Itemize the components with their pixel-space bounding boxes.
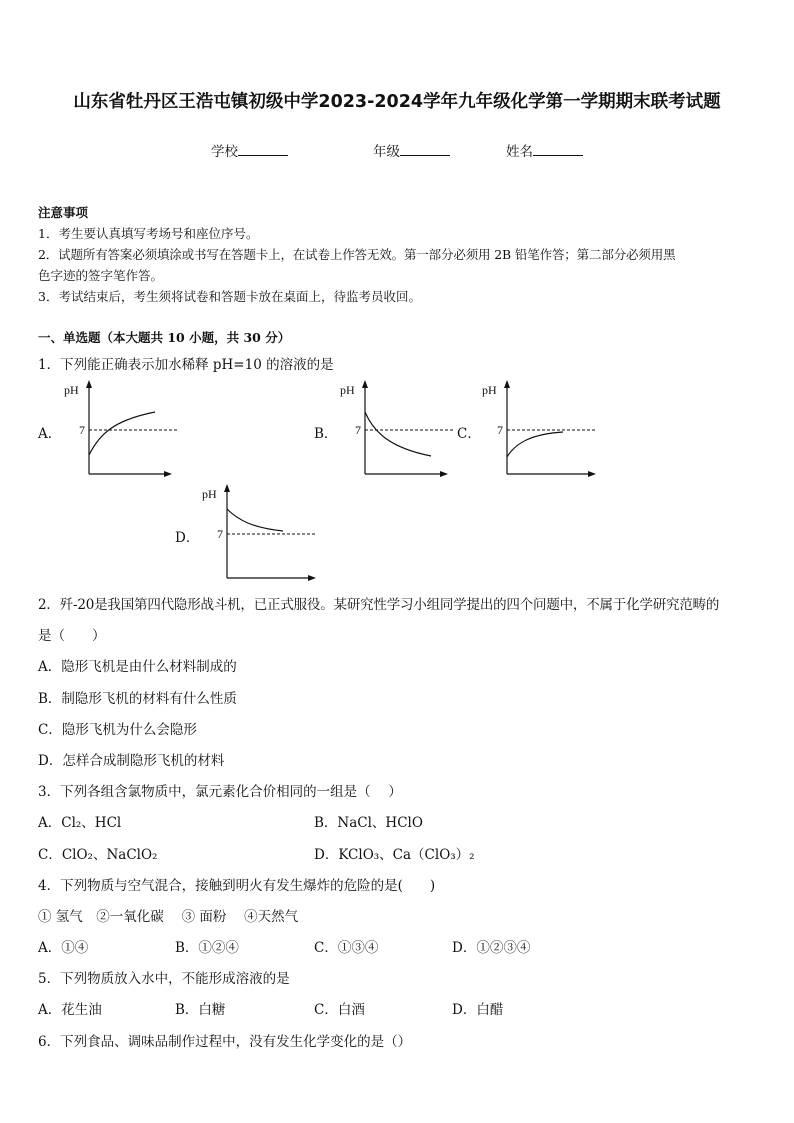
question-3-option-a: A．Cl₂、HCl [38, 815, 122, 831]
graph-c-y-arrow [504, 380, 510, 388]
graph-a [60, 378, 185, 478]
graph-a-axis-label: pH [64, 383, 79, 397]
graph-c-axis-label: pH [482, 383, 497, 397]
graph-b-y-arrow [362, 380, 368, 388]
question-3-stem: 3．下列各组含氯物质中，氯元素化合价相同的一组是（ ） [38, 784, 402, 800]
exam-title: 山东省牡丹区王浩屯镇初级中学2023-2024学年九年级化学第一学期期末联考试题 [73, 92, 721, 112]
notes-item: 2．试题所有答案必须填涂或书写在答题卡上，在试卷上作答无效。第一部分必须用 2B 铅笔作答；第二部分必须用黑 [38, 247, 676, 262]
question-4-stem: 4．下列物质与空气混合，接触到明火有发生爆炸的危险的是( ) [38, 878, 436, 894]
graph-a-ref-label: 7 [79, 423, 85, 437]
question-2-option: B．制隐形飞机的材料有什么性质 [38, 691, 237, 707]
question-3-option-b: B．NaCl、HClO [314, 815, 423, 831]
graph-d-x-arrow [308, 575, 316, 581]
graph-c-ref-label: 7 [497, 423, 503, 437]
name-blank [533, 144, 583, 156]
question-4-option-d: D．①②③④ [452, 940, 531, 956]
question-4-option-c: C．①③④ [314, 940, 379, 956]
school-label: 学校 [211, 144, 238, 160]
grade-blank [400, 144, 450, 156]
graph-b-x-arrow [440, 471, 448, 477]
notes-item: 3．考试结束后，考生须将试卷和答题卡放在桌面上，待监考员收回。 [38, 289, 421, 304]
question-2-option: D．怎样合成制隐形飞机的材料 [38, 753, 225, 769]
graph-b-curve [365, 412, 431, 456]
graph-d-curve [227, 509, 283, 531]
question-5-option-a: A．花生油 [38, 1002, 102, 1018]
graph-b-axis-label: pH [340, 383, 355, 397]
graph-b-ref-label: 7 [355, 423, 361, 437]
graph-c [478, 378, 603, 478]
question-3-option-d: D．KClO₃、Ca（ClO₃）₂ [314, 847, 475, 863]
option-b-label: B． [314, 426, 338, 442]
notes-item: 1．考生要认真填写考场号和座位序号。 [38, 226, 259, 241]
school-field [211, 140, 288, 160]
graph-d [198, 482, 323, 582]
graph-a-y-arrow [86, 380, 92, 388]
question-6-stem: 6．下列食品、调味品制作过程中，没有发生化学变化的是（） [38, 1034, 412, 1050]
graph-b [336, 378, 461, 478]
graph-d-ref-label: 7 [217, 527, 223, 541]
graph-d-y-arrow [224, 484, 230, 492]
graph-c-curve [507, 432, 563, 457]
question-2-stem: 2．歼-20是我国第四代隐形战斗机，已正式服役。某研究性学习小组同学提出的四个问题中，不属于化学研究范畴的 [38, 597, 720, 613]
grade-field [373, 140, 450, 160]
question-1-stem: 1．下列能正确表示加水稀释 pH=10 的溶液的是 [38, 357, 334, 373]
question-4-items: ① 氢气 ②一氧化碳 ③ 面粉 ④天然气 [38, 909, 299, 925]
question-5-stem: 5．下列物质放入水中，不能形成溶液的是 [38, 971, 290, 987]
notes-item: 色字迹的签字笔作答。 [38, 268, 164, 283]
notes-heading: 注意事项 [38, 205, 89, 220]
question-5-option-b: B．白糖 [175, 1002, 226, 1018]
question-4-option-b: B．①②④ [175, 940, 239, 956]
question-4-option-a: A．①④ [38, 940, 89, 956]
question-3-option-c: C．ClO₂、NaClO₂ [38, 847, 158, 863]
option-d-label: D． [175, 530, 200, 546]
graph-a-x-arrow [164, 471, 172, 477]
graph-a-curve [89, 412, 155, 455]
school-blank [238, 144, 288, 156]
graph-d-axis-label: pH [202, 487, 217, 501]
question-5-option-d: D．白醋 [452, 1002, 504, 1018]
section-heading: 一、单选题（本大题共 10 小题，共 30 分） [38, 330, 291, 345]
option-c-label: C． [457, 426, 481, 442]
question-2-option: C．隐形飞机为什么会隐形 [38, 722, 197, 738]
graph-c-x-arrow [588, 471, 596, 477]
name-label: 姓名 [506, 144, 533, 160]
grade-label: 年级 [373, 144, 400, 160]
option-a-label: A． [38, 426, 62, 442]
question-5-option-c: C．白酒 [314, 1002, 365, 1018]
question-2-option: A．隐形飞机是由什么材料制成的 [38, 659, 237, 675]
name-field [506, 140, 583, 160]
question-2-stem-cont: 是（ ） [38, 628, 106, 644]
